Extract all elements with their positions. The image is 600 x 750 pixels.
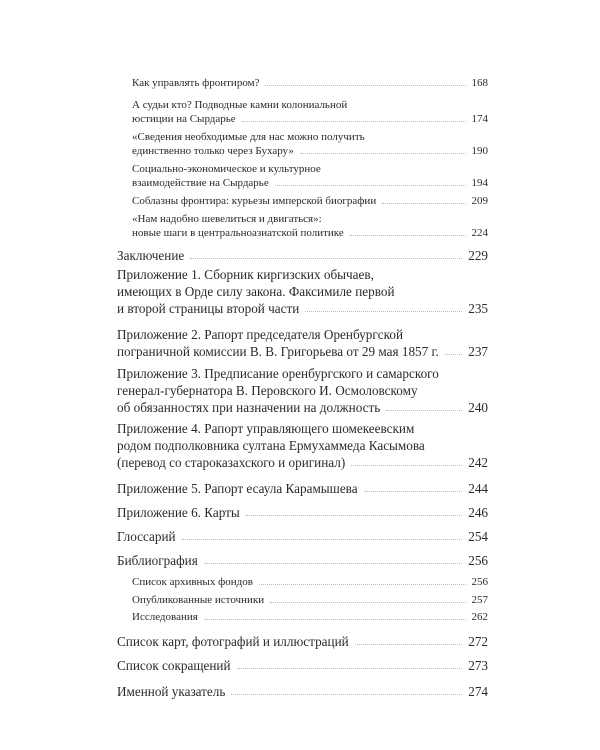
toc-entry[interactable] bbox=[117, 683, 488, 700]
toc-entry-title-line: об обязанностях при назначении на должность bbox=[117, 400, 381, 415]
toc-entry-title-line: Приложение 5. Рапорт есаула Карамышева bbox=[117, 481, 358, 496]
page-number: 272 bbox=[468, 634, 488, 649]
toc-subentry[interactable] bbox=[132, 130, 488, 158]
toc-entry-title-line: Социально-экономическое и культурное bbox=[132, 163, 321, 175]
page-number: 174 bbox=[471, 113, 488, 125]
dot-leader bbox=[386, 410, 462, 411]
page-number: 262 bbox=[471, 611, 488, 623]
toc-entry[interactable] bbox=[117, 528, 488, 545]
toc-entry[interactable] bbox=[117, 633, 488, 650]
toc-entry-title-line: (перевод со староказахского и оригинал) bbox=[117, 455, 346, 470]
page-number: 256 bbox=[471, 576, 488, 588]
toc-entry-title-line: А судьи кто? Подводные камни колониальной bbox=[132, 99, 348, 111]
toc-entry-title-line: Список сокращений bbox=[117, 658, 231, 673]
toc-entry-title-line: Список архивных фондов bbox=[132, 576, 253, 588]
toc-subentry[interactable] bbox=[132, 76, 488, 90]
dot-leader bbox=[190, 258, 462, 259]
dot-leader bbox=[275, 185, 466, 186]
toc-entry-title-line: взаимодействие на Сырдарье bbox=[132, 177, 269, 189]
toc-entry-title-line: Глоссарий bbox=[117, 529, 176, 544]
page-number: 190 bbox=[471, 145, 488, 157]
page-number: 242 bbox=[468, 455, 488, 470]
toc-entry-title-line: юстиции на Сырдарье bbox=[132, 113, 236, 125]
page-number: 237 bbox=[468, 344, 488, 359]
toc-entry-title-line: генерал-губернатора В. Перовского И. Осмоловскому bbox=[117, 383, 418, 398]
toc-subentry[interactable] bbox=[132, 162, 488, 190]
page-number: 235 bbox=[468, 301, 488, 316]
toc-entry-title-line: Заключение bbox=[117, 248, 185, 263]
toc-entry[interactable] bbox=[117, 266, 488, 317]
page-number: 194 bbox=[471, 177, 488, 189]
dot-leader bbox=[445, 354, 462, 355]
page-number: 246 bbox=[468, 505, 488, 520]
toc-entry-title-line: единственно только через Бухару» bbox=[132, 145, 294, 157]
page-number: 244 bbox=[468, 481, 488, 496]
toc-entry-title-line: Приложение 1. Сборник киргизских обычаев, bbox=[117, 267, 374, 282]
toc-entry-title-line: Соблазны фронтира: курьезы имперской биографии bbox=[132, 195, 377, 207]
dot-leader bbox=[364, 491, 463, 492]
toc-entry[interactable] bbox=[117, 420, 488, 471]
dot-leader bbox=[246, 515, 462, 516]
toc-entry-title-line: Именной указатель bbox=[117, 684, 226, 699]
toc-entry-title-line: Исследования bbox=[132, 611, 198, 623]
toc-entry-title-line: Приложение 3. Предписание оренбургского и самарского bbox=[117, 366, 439, 381]
toc-entry-title-line: Приложение 2. Рапорт председателя Оренбургской bbox=[117, 327, 403, 342]
dot-leader bbox=[355, 644, 463, 645]
toc-entry[interactable] bbox=[117, 552, 488, 569]
toc-entry-title-line: Приложение 4. Рапорт управляющего шомекеевским bbox=[117, 421, 415, 436]
toc-entry-title-line: Как управлять фронтиром? bbox=[132, 77, 260, 89]
toc-entry[interactable] bbox=[117, 480, 488, 497]
toc-subentry[interactable] bbox=[132, 610, 488, 624]
toc-entry[interactable] bbox=[117, 247, 488, 264]
page-number: 229 bbox=[468, 248, 488, 263]
toc-entry-title-line: родом подполковника султана Ермухаммеда Касымова bbox=[117, 438, 425, 453]
page-number: 209 bbox=[471, 195, 488, 207]
page-number: 240 bbox=[468, 400, 488, 415]
toc-entry-title-line: «Нам надобно шевелиться и двигаться»: bbox=[132, 213, 322, 225]
toc-entry-title-line: и второй страницы второй части bbox=[117, 301, 300, 316]
toc-entry-title-line: Опубликованные источники bbox=[132, 594, 265, 606]
dot-leader bbox=[350, 235, 466, 236]
dot-leader bbox=[270, 602, 465, 603]
toc-subentry[interactable] bbox=[132, 593, 488, 607]
dot-leader bbox=[242, 121, 466, 122]
dot-leader bbox=[351, 465, 462, 466]
toc-entry-title-line: Приложение 6. Карты bbox=[117, 505, 240, 520]
dot-leader bbox=[259, 584, 466, 585]
page-number: 274 bbox=[468, 684, 488, 699]
toc-subentry[interactable] bbox=[132, 212, 488, 240]
dot-leader bbox=[182, 539, 463, 540]
toc-subentry[interactable] bbox=[132, 98, 488, 126]
page-number: 273 bbox=[468, 658, 488, 673]
dot-leader bbox=[237, 668, 463, 669]
toc-entry-title-line: «Сведения необходимые для нас можно получить bbox=[132, 131, 365, 143]
toc-entry-title-line: Библиография bbox=[117, 553, 198, 568]
dot-leader bbox=[204, 563, 462, 564]
page-number: 254 bbox=[468, 529, 488, 544]
dot-leader bbox=[265, 85, 465, 86]
toc-entry-title-line: Список карт, фотографий и иллюстраций bbox=[117, 634, 349, 649]
dot-leader bbox=[204, 619, 466, 620]
page-number: 256 bbox=[468, 553, 488, 568]
toc-subentry[interactable] bbox=[132, 194, 488, 208]
dot-leader bbox=[231, 694, 462, 695]
dot-leader bbox=[305, 311, 462, 312]
toc-entry[interactable] bbox=[117, 365, 488, 416]
toc-entry[interactable] bbox=[117, 504, 488, 521]
dot-leader bbox=[382, 203, 465, 204]
toc-entry[interactable] bbox=[117, 657, 488, 674]
toc-entry-title-line: пограничной комиссии В. В. Григорьева от 29 мая 1857 г. bbox=[117, 344, 439, 359]
toc-entry-title-line: новые шаги в центральноазиатской политике bbox=[132, 227, 344, 239]
dot-leader bbox=[300, 153, 466, 154]
page-number: 224 bbox=[471, 227, 488, 239]
toc-subentry[interactable] bbox=[132, 575, 488, 589]
page-number: 168 bbox=[471, 77, 488, 89]
toc-entry[interactable] bbox=[117, 326, 488, 360]
toc-entry-title-line: имеющих в Орде силу закона. Факсимиле первой bbox=[117, 284, 395, 299]
page-number: 257 bbox=[471, 594, 488, 606]
